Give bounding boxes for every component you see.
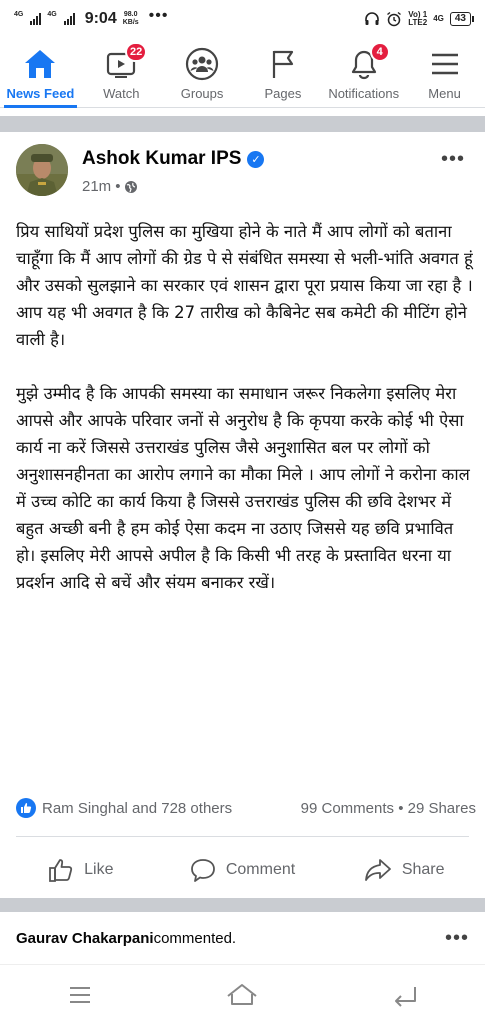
status-left — [14, 7, 169, 28]
share-label: Share — [401, 861, 445, 878]
comment-label: Comment — [225, 861, 296, 878]
post-paragraph: मुझे उम्मीद है कि आपकी समस्या का समाधान जरूर निकलेगा इसलिए मेरा आपसे और आपके परिवार जनों से अनुरोध है कि कृपया करके कोई भी ऐसा कार्य ना करें जिससे उत्तराखंड पुलिस जैसे अनुशासित बल पर लोगों को अनुशासनहीनता का आरोप लगाने का मौका मिले । आप लोगों ने करोना काल में उच्च कोटि का कार्य किया है जिससे उत्तराखंड पुलिस की छवि देशभर में बहुत अच्छी बनी है हम कोई ऐसा कदम ना उठाए जिससे यह छवि प्रभावित हो। इसलिए मेरी आपसे अपील है कि किसी भी तरह के प्रस्तावित धरना या प्रदर्शन आदि से बचें और संयम बनाकर रखें। — [16, 384, 470, 592]
avatar[interactable] — [16, 144, 68, 196]
verified-badge-icon: ✓ — [247, 151, 264, 168]
tab-label: Notifications — [328, 86, 400, 101]
feed-separator — [0, 116, 485, 132]
top-navigation — [0, 38, 485, 108]
status-bar — [0, 0, 485, 38]
volte-indicator: Vo) 1 LTE2 — [408, 10, 428, 27]
avatar-image — [16, 144, 68, 196]
feed-separator — [0, 898, 485, 912]
system-navigation — [0, 964, 485, 1024]
alarm-icon — [386, 11, 402, 27]
like-reaction-icon — [16, 798, 36, 818]
clock: 9:04 — [84, 10, 117, 27]
signal-icon — [64, 13, 75, 25]
network-speed: 98.0 KB/s — [122, 11, 139, 26]
tab-news-feed[interactable] — [0, 38, 81, 107]
post-time[interactable]: 21m — [82, 178, 112, 195]
notifications-badge: 4 — [370, 42, 390, 62]
post-actions — [0, 846, 485, 894]
menu-icon — [429, 50, 461, 78]
post-author[interactable] — [82, 148, 264, 170]
tab-groups[interactable] — [162, 38, 243, 107]
comment-button[interactable] — [162, 846, 324, 894]
comments-shares-count[interactable]: 99 Comments • 29 Shares — [300, 799, 476, 817]
signal-icon — [30, 13, 41, 25]
post-paragraph: प्रिय साथियों प्रदेश पुलिस का मुखिया होने के नाते मैं आप लोगों को बताना चाहूँगा कि मैं आप लोगों की ग्रेड पे से संबंधित समस्या से भली-भांति अवगत हूं और उसको सुलझाने का सरकार एवं शासन द्वारा पूरा प्रयास किया जा रहा है । आप यह भी अवगत है कि 27 तारीख को कैबिनेट सब कमेटी की मीटिंग होने वाली है। — [16, 222, 473, 349]
tab-notifications[interactable] — [323, 38, 404, 107]
post-meta — [82, 178, 138, 195]
status-right — [364, 11, 471, 27]
like-label: Like — [84, 861, 114, 878]
commenter-name[interactable]: Gaurav Chakarpani — [16, 929, 154, 947]
comment-notice[interactable] — [16, 922, 469, 954]
reaction-names[interactable]: Ram Singhal and 728 others — [42, 799, 233, 817]
globe-icon — [124, 180, 138, 194]
reactions-summary — [16, 796, 476, 820]
tab-label: Groups — [180, 86, 224, 101]
tab-watch[interactable] — [81, 38, 162, 107]
share-icon — [364, 857, 392, 883]
like-button[interactable] — [0, 846, 162, 894]
author-name[interactable]: Ashok Kumar IPS — [82, 148, 242, 169]
4g-indicator: 4G — [433, 14, 444, 23]
actions-divider — [16, 836, 469, 837]
back-icon[interactable] — [391, 983, 419, 1007]
post-body — [16, 218, 476, 623]
share-button[interactable] — [323, 846, 485, 894]
comment-options-button[interactable]: ••• — [444, 926, 469, 949]
watch-badge: 22 — [125, 42, 147, 62]
thumbs-up-icon — [48, 857, 74, 883]
post-header — [16, 144, 471, 204]
home-icon — [23, 48, 57, 80]
sim1-network-type: 4G — [14, 10, 24, 18]
tab-label: Pages — [264, 86, 302, 101]
headphones-icon — [364, 11, 380, 27]
tab-label: News Feed — [6, 86, 75, 101]
recent-apps-icon[interactable] — [66, 984, 94, 1006]
tab-label: Menu — [428, 86, 461, 101]
tab-pages[interactable] — [242, 38, 323, 107]
battery-icon: 43 — [450, 12, 471, 26]
tab-menu[interactable] — [404, 38, 485, 107]
sim2-network-type: 4G — [47, 10, 57, 18]
tab-label: Watch — [103, 86, 140, 101]
comment-notice-text: commented. — [153, 929, 237, 947]
home-button-icon[interactable] — [225, 982, 259, 1008]
meta-dot: • — [115, 178, 121, 195]
post-options-button[interactable]: ••• — [440, 148, 465, 170]
groups-icon — [185, 47, 219, 81]
more-notifications-icon: ••• — [148, 7, 169, 24]
flag-icon — [268, 48, 298, 80]
comment-icon — [190, 857, 216, 883]
